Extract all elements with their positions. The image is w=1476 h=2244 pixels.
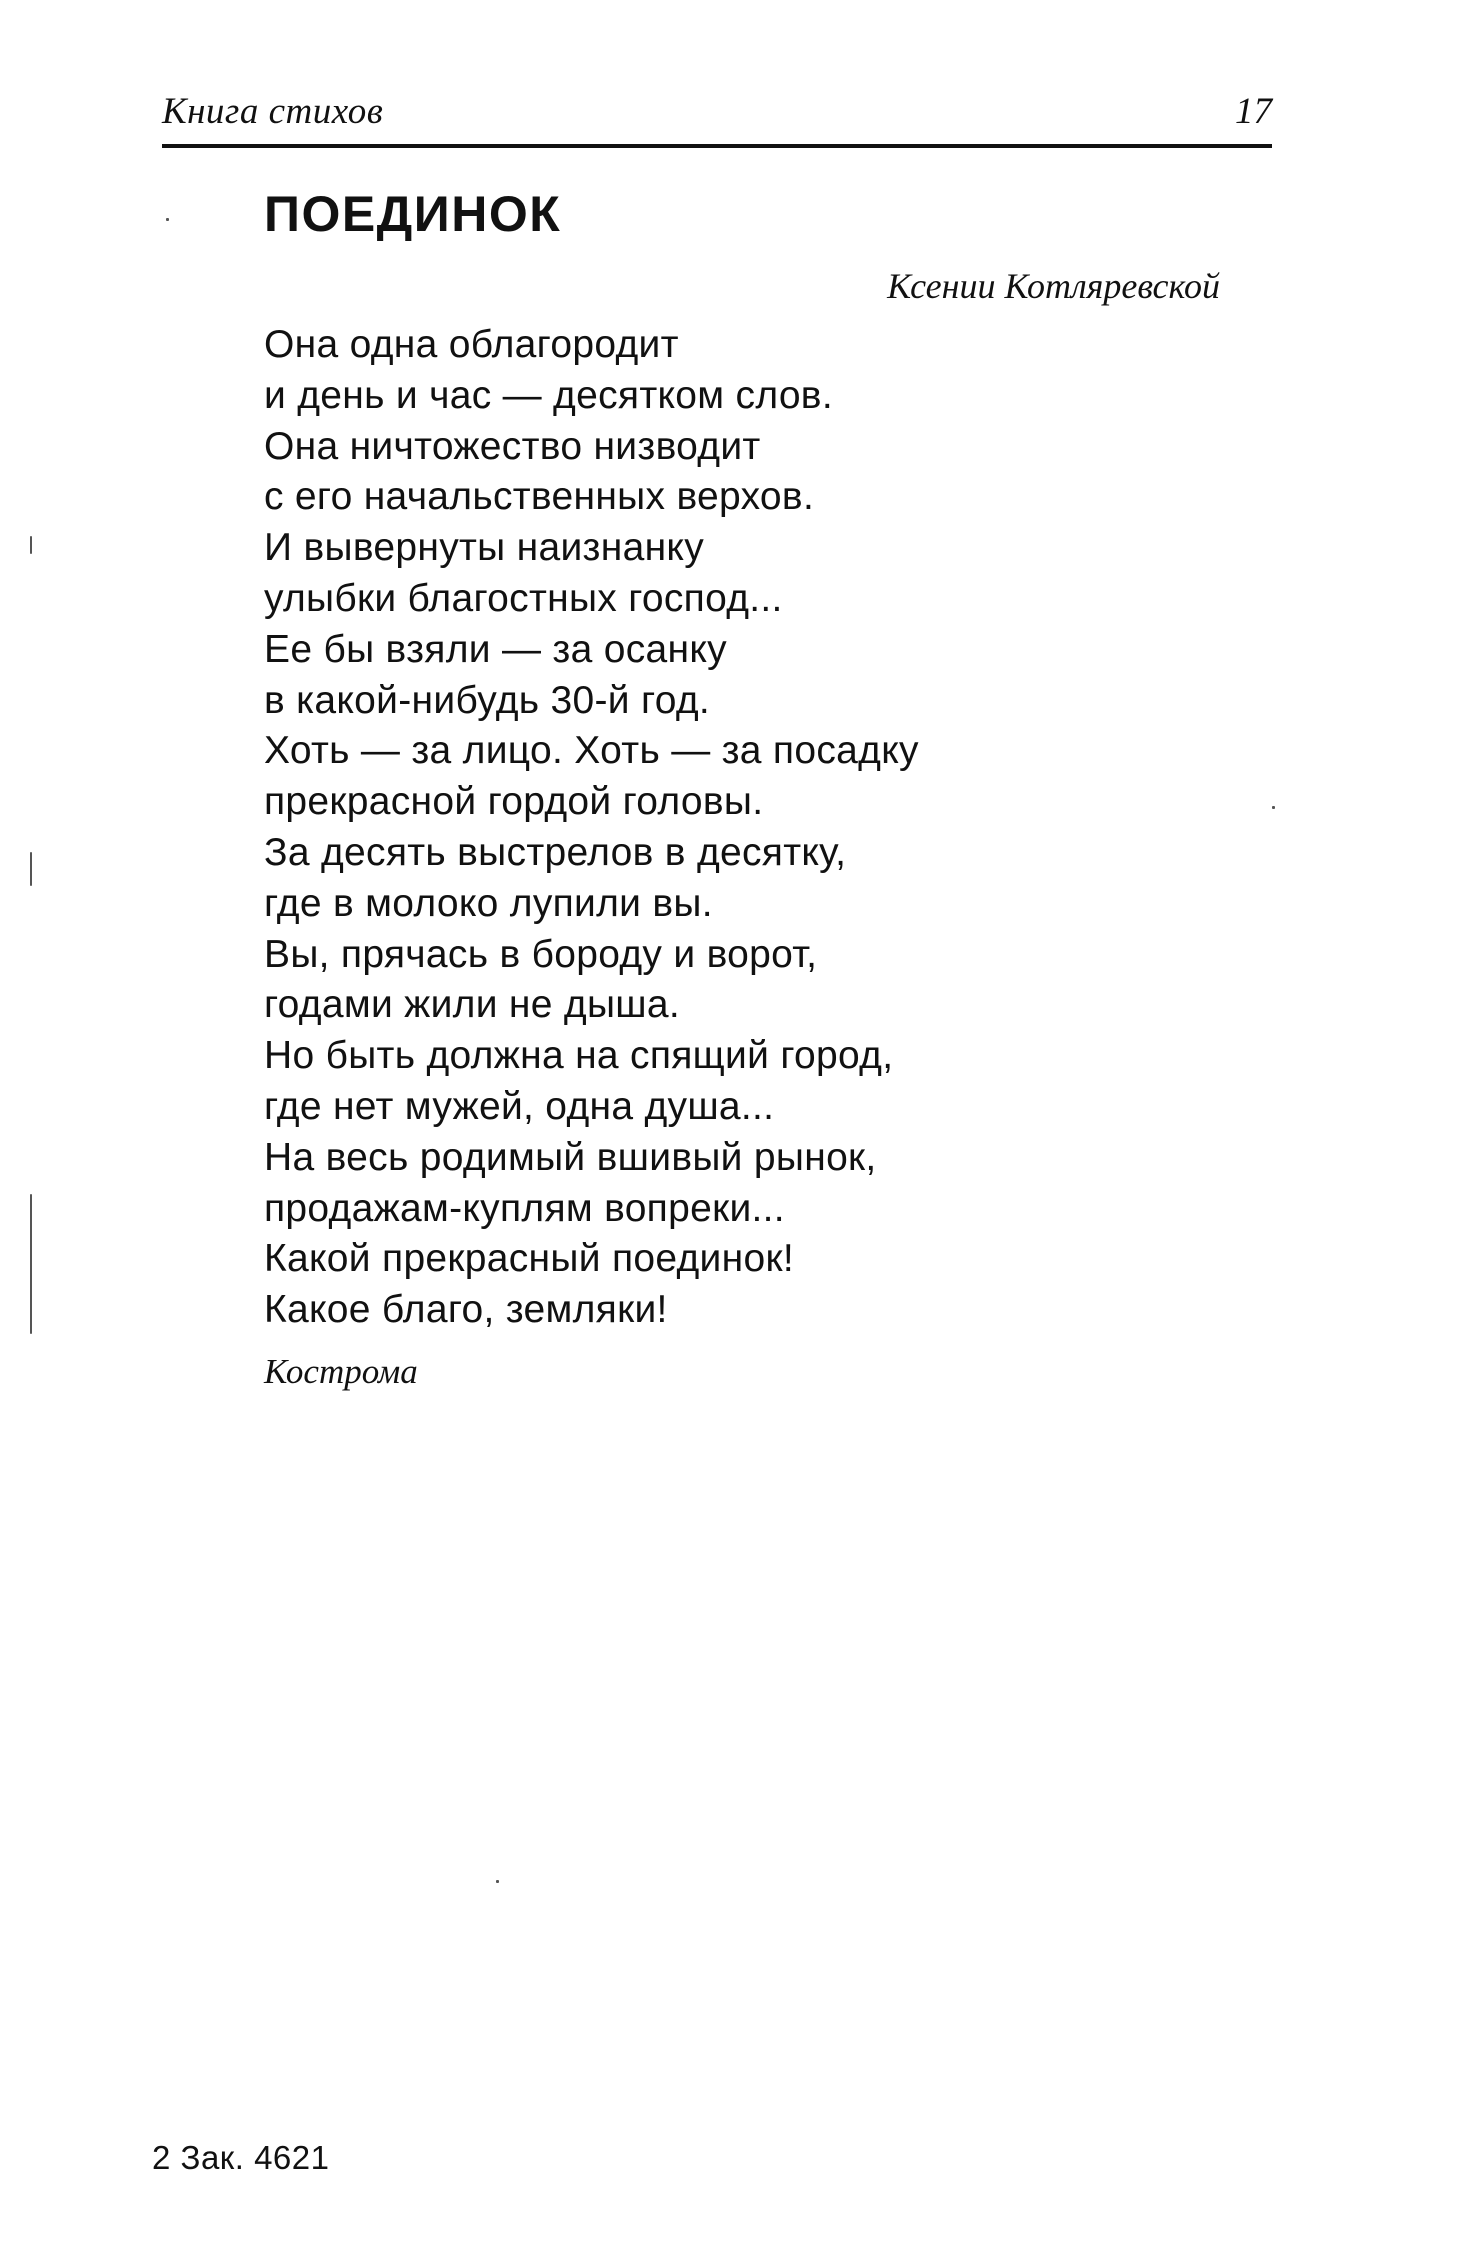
poem-line: улыбки благостных господ... — [264, 576, 783, 620]
poem-line: Хоть — за лицо. Хоть — за посадку — [264, 729, 919, 773]
poem-place: Кострома — [264, 1352, 418, 1391]
poem-line: Она ничтожество низводит — [264, 424, 761, 468]
poem-line: где нет мужей, одна душа... — [264, 1084, 775, 1128]
running-title: Книга стихов — [162, 91, 384, 132]
scan-speck — [30, 536, 32, 554]
poem-line: Какое благо, земляки! — [264, 1288, 668, 1332]
poem-line: где в молоко лупили вы. — [264, 881, 713, 925]
scan-speck — [30, 1194, 32, 1334]
poem-line: Ее бы взяли — за осанку — [264, 627, 727, 671]
page-number: 17 — [1235, 91, 1272, 132]
scan-speck — [496, 1880, 499, 1883]
printer-signature-mark: 2 Зак. 4621 — [152, 2139, 330, 2176]
poem-line: продажам-куплям вопреки... — [264, 1186, 785, 1230]
poem-title: ПОЕДИНОК — [264, 186, 562, 242]
poem-line: За десять выстрелов в десятку, — [264, 830, 847, 874]
poem-line: Но быть должна на спящий город, — [264, 1034, 894, 1078]
poem-line: с его начальственных верхов. — [264, 475, 815, 519]
running-head — [162, 88, 1272, 138]
poem-line: Вы, прячась в бороду и ворот, — [264, 932, 818, 976]
poem-dedication: Ксении Котляревской — [887, 266, 1220, 306]
poem-body — [264, 320, 919, 1336]
poem-line: На весь родимый вшивый рынок, — [264, 1135, 877, 1179]
scan-speck — [1272, 806, 1275, 809]
poem-line: в какой-нибудь 30-й год. — [264, 678, 711, 722]
header-rule — [162, 144, 1272, 148]
poem-line: Она одна облагородит — [264, 323, 679, 366]
poem-line: Какой прекрасный поединок! — [264, 1237, 794, 1281]
poem-line: и день и час — десятком слов. — [264, 373, 833, 417]
poem-line: И вывернуты наизнанку — [264, 526, 705, 570]
poem-line: прекрасной гордой головы. — [264, 780, 764, 824]
scan-speck — [166, 218, 169, 221]
poem-line: годами жили не дыша. — [264, 983, 680, 1027]
scan-speck — [30, 852, 32, 886]
